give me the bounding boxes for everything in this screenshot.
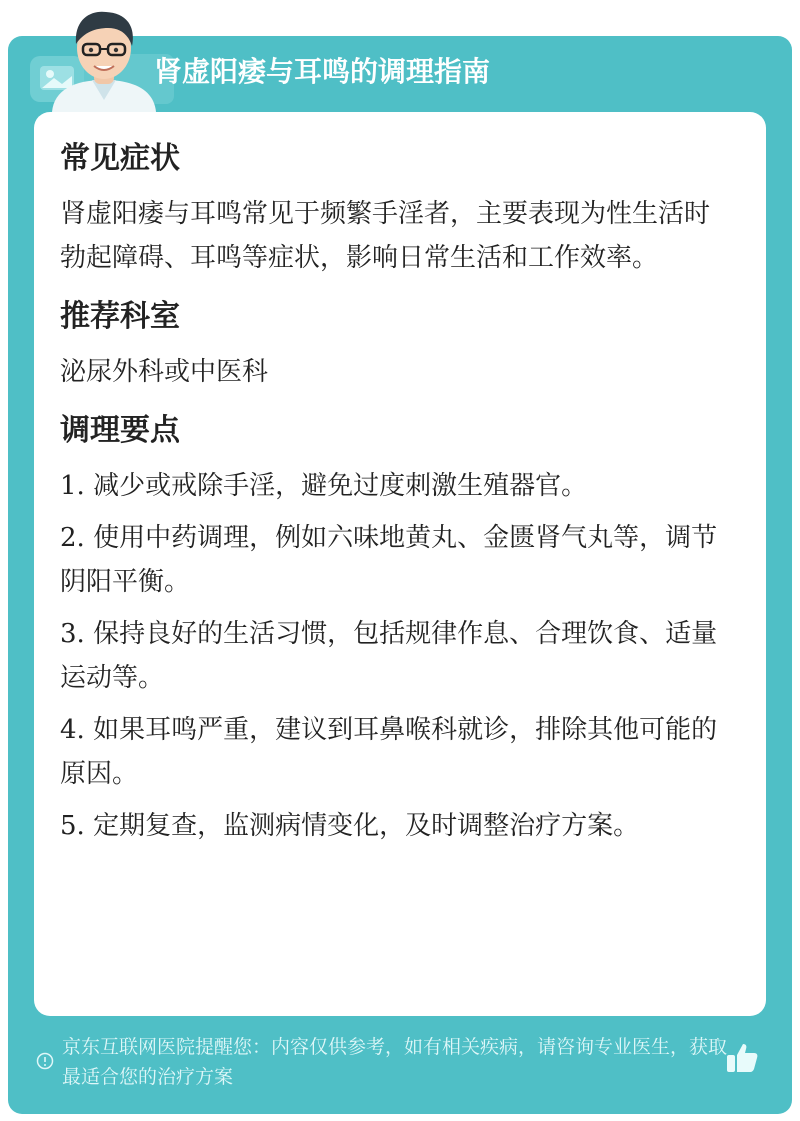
care-item	[60, 464, 720, 508]
care-item	[60, 708, 720, 796]
footer-disclaimer: 京东互联网医院提醒您：内容仅供参考，如有相关疾病，请咨询专业医生，获取最适合您的治疗方案	[62, 1036, 728, 1088]
care-item-text: 保持良好的生活习惯，包括规律作息、合理饮食、适量运动等。	[60, 619, 718, 693]
symptoms-text: 肾虚阳痿与耳鸣常见于频繁手淫者，主要表现为性生活时勃起障碍、耳鸣等症状，影响日常生活和工作效率。	[60, 199, 711, 273]
care-item-text: 使用中药调理，例如六味地黄丸、金匮肾气丸等，调节阴阳平衡。	[60, 523, 718, 597]
department-text: 泌尿外科或中医科	[60, 357, 269, 387]
care-item-text: 如果耳鸣严重，建议到耳鼻喉科就诊，排除其他可能的原因。	[60, 715, 718, 789]
department-heading: 推荐科室	[60, 299, 180, 334]
care-item-number: 4.	[60, 715, 85, 745]
page-title: 肾虚阳痿与耳鸣的调理指南	[154, 55, 491, 88]
care-item	[60, 804, 720, 848]
care-heading: 调理要点	[60, 413, 180, 448]
care-item-number: 3.	[60, 619, 85, 649]
care-item	[60, 612, 720, 700]
care-item-number: 2.	[60, 523, 85, 553]
care-item-number: 5.	[60, 811, 85, 841]
info-icon	[36, 1052, 54, 1070]
care-item	[60, 516, 720, 604]
care-item-number: 1.	[60, 471, 85, 501]
care-item-text: 减少或戒除手淫，避免过度刺激生殖器官。	[93, 471, 588, 501]
care-item-text: 定期复查，监测病情变化，及时调整治疗方案。	[93, 811, 640, 841]
thumbs-up-icon[interactable]	[724, 1040, 760, 1076]
symptoms-heading: 常见症状	[60, 141, 180, 176]
content-card	[34, 112, 766, 1016]
doctor-avatar	[44, 4, 164, 112]
